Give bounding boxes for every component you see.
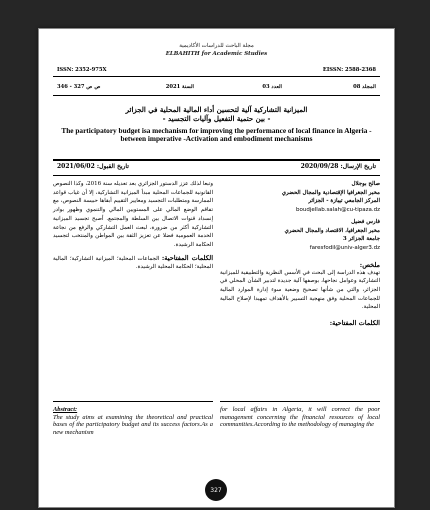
abstract-en-right: for local affairs in Algeria, it will correct the poor management concerning the financial resources of local communities.According to the methodology of managing the xyxy=(220,406,380,429)
journal-name-arabic: مجلة الباحث للدراسات الأكاديمية xyxy=(179,43,254,49)
author-1-affiliation-1: مخبر الجغرافيا الإقتصادية والمجال الحضري xyxy=(281,189,380,196)
right-column xyxy=(220,180,380,327)
article-page xyxy=(38,28,395,508)
issue: العدد 03 xyxy=(262,84,282,90)
author-2-affiliation-2: جامعة الجزائر 3 xyxy=(342,236,380,243)
author-1-name: صالح بوجلال xyxy=(351,181,380,187)
submission-date-label: تاريخ الإرسال: xyxy=(340,163,376,170)
meta-rule xyxy=(53,95,380,96)
eissn: EISSN: 2588-2368 xyxy=(322,67,376,73)
abstract-ar-text: تهدف هذه الدراسة إلى البحث في الأسس النظرية والتطبيقية للميزانية التشاركية وعوامل نجاحها، بوصفها آلية جديدة لتدبير الشأن المحلي في الجزائر، والتي من شأنها تصحيح وضعية سوء إدارة الموارد المالية للجماعات المحلية وفق منهجية التسيير بالأهداف تمهيدا لإصلاح المالية المحلية. xyxy=(220,269,380,311)
abstract-divider-left xyxy=(53,401,213,402)
author-2-name: فارس فضيل xyxy=(351,218,380,225)
volume: المجلد 08 xyxy=(353,84,376,90)
title-arabic-line1: الميزانية التشاركية آلية لتحسين أداء المالية المحلية في الجزائر xyxy=(125,105,308,114)
submission-date-value: 2020/09/28 xyxy=(300,163,339,170)
year: السنة 2021 xyxy=(165,84,194,90)
abstract-divider-right xyxy=(220,401,380,402)
keywords-heading-right: الكلمات المفتاحية: xyxy=(329,319,380,328)
acceptance-date xyxy=(57,163,129,170)
submission-date xyxy=(301,163,376,170)
author-2-email[interactable]: faresfodil@univ-alger3.dz xyxy=(309,244,380,251)
title-arabic xyxy=(53,105,380,123)
title-rule xyxy=(53,159,380,161)
acceptance-date-value: 2021/06/02 xyxy=(57,163,95,170)
page-number-badge: 327 xyxy=(205,479,227,501)
journal-name-english: ELBAHITH for Academic Studies xyxy=(165,51,268,57)
keywords-block xyxy=(53,254,213,272)
left-column xyxy=(53,180,213,272)
abstract-en-heading: Abstract: xyxy=(53,406,78,413)
title-english: The participatory budget isa mechanism for improving the performance of local finance in Algeria - between imperative -Activation and embodiment mechanisms xyxy=(61,126,372,143)
abstract-ar-continued: وتبعا لذلك عزز الدستور الجزائري بعد تعديله سنة 2016، وكذا النصوص القانونية للجماعات المحلية مبدأ الميزانية التشاركية، إلا أن غياب قواعد الممارسة ومتطلبات التجسيد ومعايير التقييم أبقاها حبيسة النصوص، مع تفاقم الوضع المالي على المستويين المالي والتنموي وظهور بوادر إنسداد قنوات الاتصال بين السلطة والمجتمع. أصبح تجسيد الميزانية التشاركية أكثر من ضرورة، لبعث العمل التشاركي والرفع من نجاعة الخدمة العمومية فضلا عن تعزيز الثقة بين المواطن والمنتخب لتجسيد الحكامة الرشيدة. xyxy=(53,181,213,248)
author-1-email[interactable]: boudjellab.salah@cu-tipaza.dz xyxy=(296,207,380,214)
keywords-label: الكلمات المفتاحية: xyxy=(161,253,213,262)
title-arabic-line2: - بين حتمية التفعيل وآليات التجسيد - xyxy=(162,114,271,123)
header-rule xyxy=(53,76,380,77)
keywords-list: الجماعات المحلية؛ الميزانية التشاركية؛ المالية المحلية؛ الحكامة المحلية الرشيدة. xyxy=(53,255,213,271)
abstract-en-text-left: The study aims at examining the theoretical and practical bases of the participatory budget and its success factors.As a new mechanism xyxy=(53,413,213,437)
author-2-affiliation-1: مخبر الجغرافيا، الاقتصاد والمجال الحضري xyxy=(284,227,380,234)
page-range: ص ص 327 - 346 xyxy=(57,84,101,90)
author-1-affiliation-2: المركز الجامعي تيبازة - الجزائر xyxy=(308,198,380,205)
dates-rule xyxy=(53,175,380,176)
issn-print: ISSN: 2352-975X xyxy=(57,67,107,73)
abstract-ar-heading: ملخص: xyxy=(359,260,380,269)
acceptance-date-label: تاريخ القبول: xyxy=(96,163,129,170)
abstract-en-left xyxy=(53,406,213,437)
